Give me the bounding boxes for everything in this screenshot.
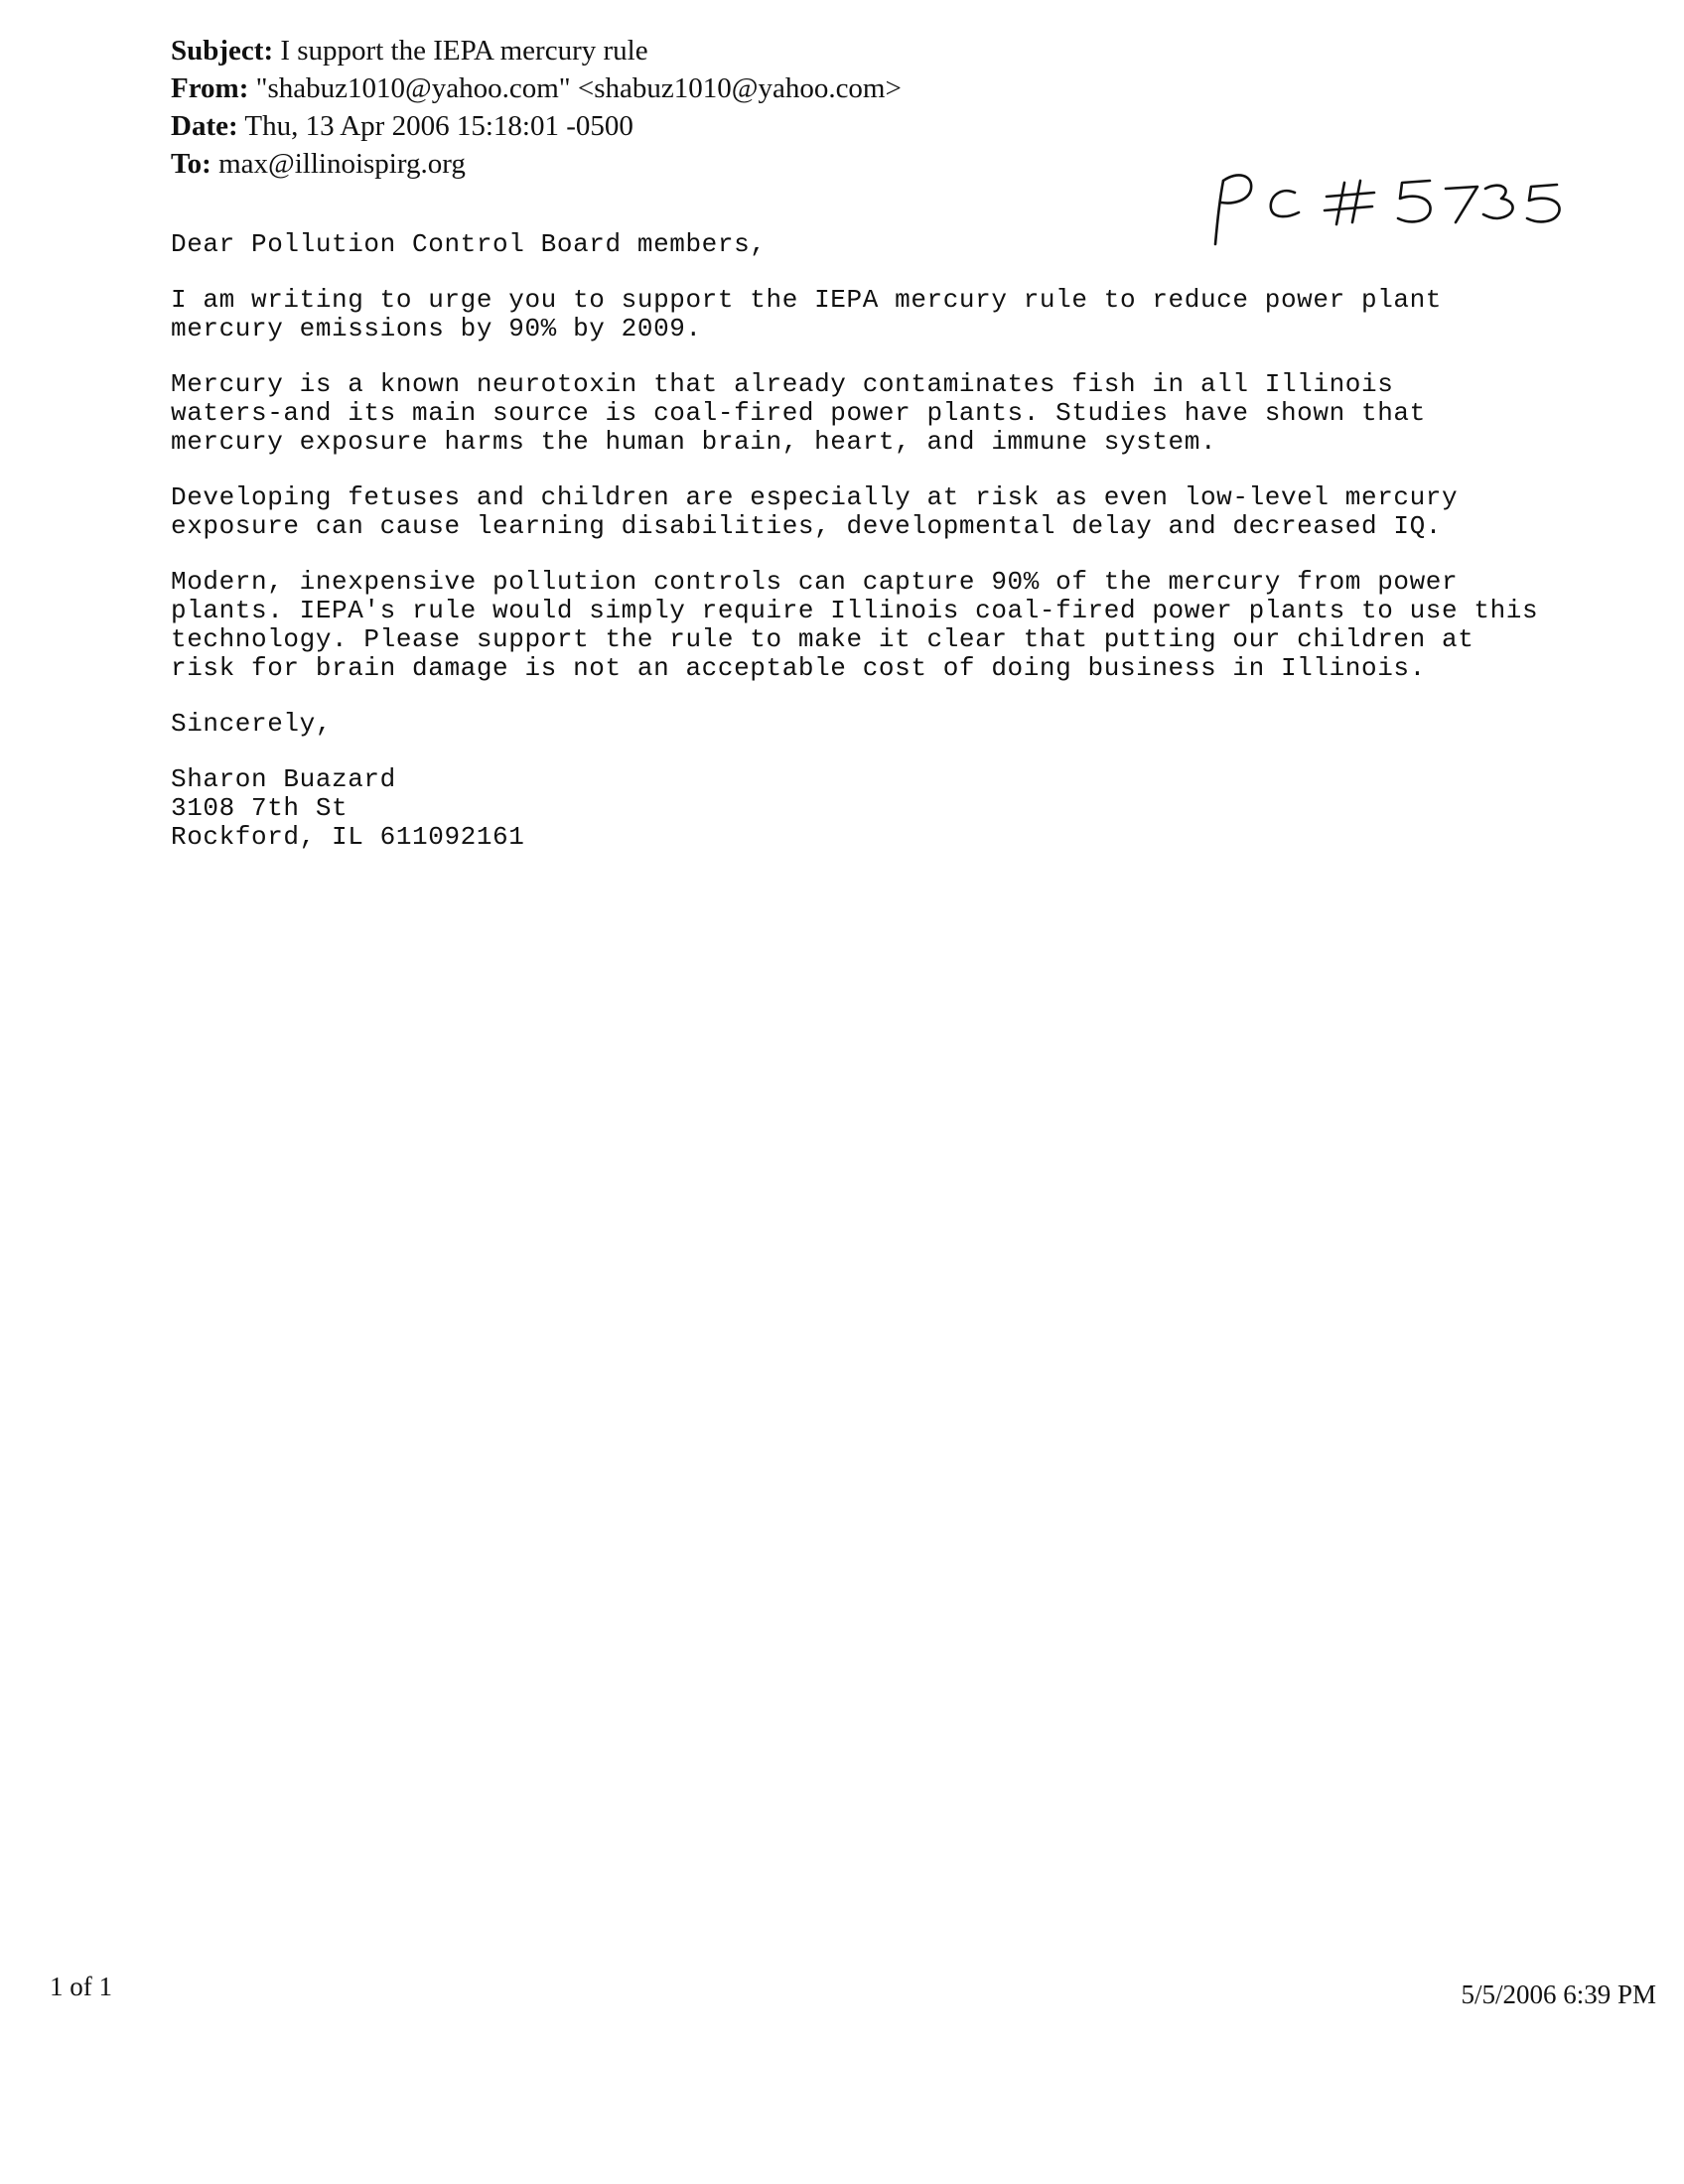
date-value: Thu, 13 Apr 2006 15:18:01 -0500: [244, 110, 633, 142]
from-value: "shabuz1010@yahoo.com" <shabuz1010@yahoo.com>: [255, 72, 902, 104]
signature-block: Sharon Buazard 3108 7th St Rockford, IL 611092161: [171, 764, 525, 852]
paragraph-3: Developing fetuses and children are especially at risk as even low-level mercury exposure can cause learning disabilities, developmental delay and decreased IQ.: [171, 482, 1459, 541]
paragraph-2: Mercury is a known neurotoxin that already contaminates fish in all Illinois waters-and its main source is coal-fired power plants. Studies have shown that mercury exposure harms the human brain, heart, and immune system.: [171, 369, 1426, 457]
closing: Sincerely,: [171, 709, 333, 739]
paragraph-4: Modern, inexpensive pollution controls can capture 90% of the mercury from power plants. IEPA's rule would simply require Illinois coal-fired power plants to use this technology. Please support the rule to make it clear that putting our children at risk for brain damage is not an acceptable cost of doing business in Illinois.: [171, 567, 1539, 683]
print-timestamp: 5/5/2006 6:39 PM: [1461, 1979, 1656, 2009]
page-number: 1 of 1: [50, 1972, 112, 2001]
greeting: Dear Pollution Control Board members,: [171, 229, 767, 259]
subject-label: Subject:: [171, 35, 274, 67]
email-body: [171, 230, 1561, 879]
subject-row: [171, 32, 902, 69]
date-row: [171, 107, 902, 145]
to-row: [171, 145, 902, 183]
from-label: From:: [171, 72, 249, 104]
paragraph-1: I am writing to urge you to support the IEPA mercury rule to reduce power plant mercury emissions by 90% by 2009.: [171, 285, 1442, 343]
to-value: max@illinoispirg.org: [218, 148, 466, 180]
from-row: [171, 69, 902, 107]
to-label: To:: [171, 148, 211, 180]
date-label: Date:: [171, 110, 238, 142]
email-header: [171, 32, 902, 183]
subject-value: I support the IEPA mercury rule: [280, 35, 648, 67]
